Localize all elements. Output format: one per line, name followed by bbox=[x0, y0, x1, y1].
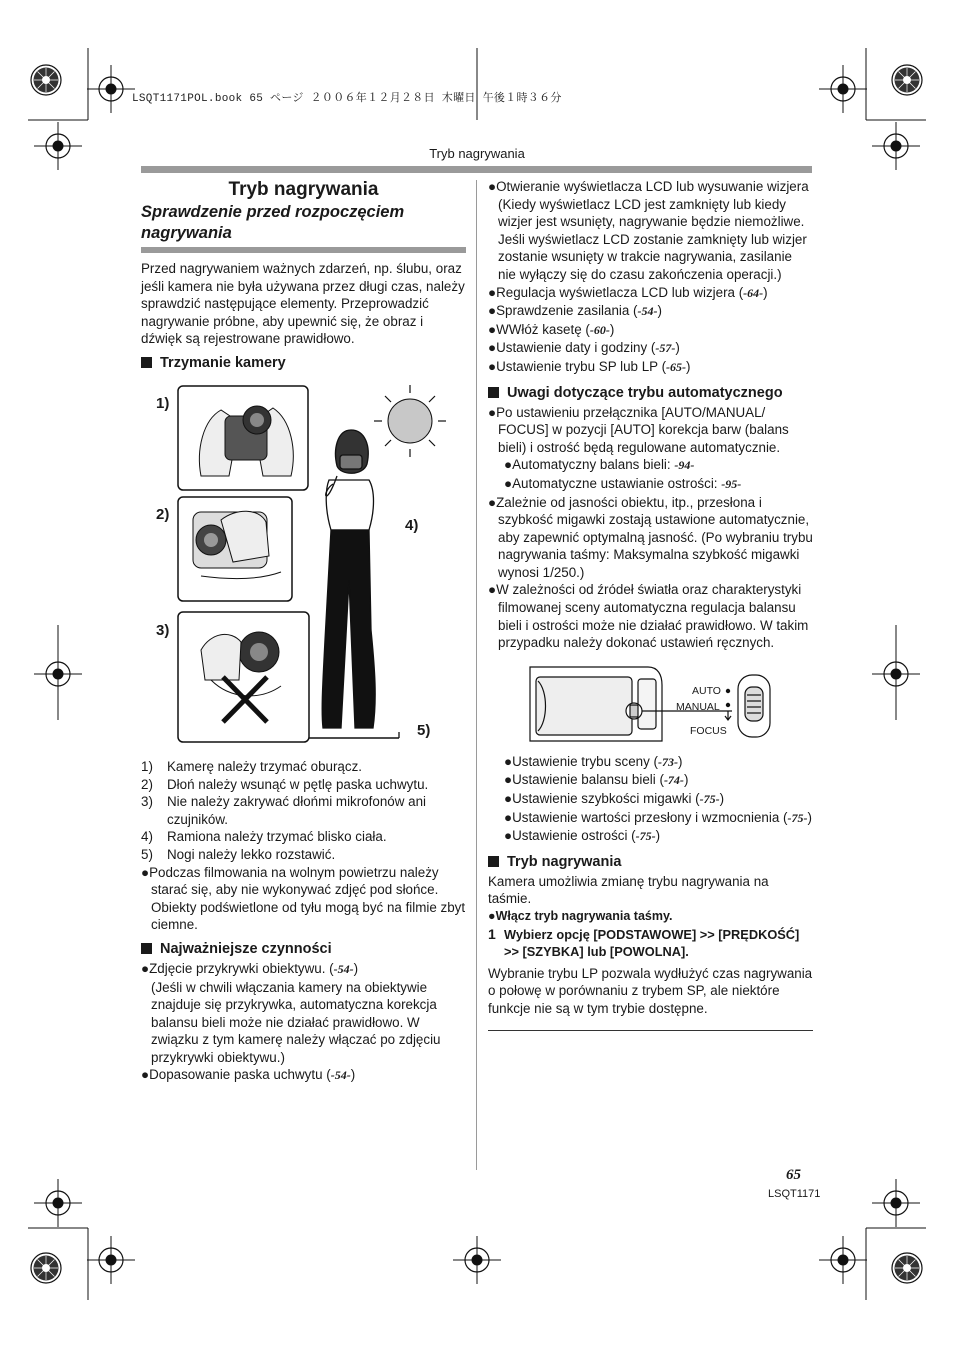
check-item: ●Sprawdzenie zasilania (-54-) bbox=[488, 303, 662, 319]
figure-label-5: 5) bbox=[417, 721, 431, 739]
heading-holding-camera: Trzymanie kamery bbox=[141, 354, 466, 372]
figure-label-3: 3) bbox=[156, 621, 170, 639]
step-text: Wybierz opcję [PODSTAWOWE] >> [PRĘDKOŚĆ] >> [SZYBKA] lub [POWOLNA]. bbox=[504, 926, 800, 960]
check-item: ●Ustawienie daty i godziny (-57-) bbox=[488, 340, 680, 356]
manual-item: ●Ustawienie szybkości migawki (-75-) bbox=[504, 791, 725, 807]
list-item: 3) Nie należy zakrywać dłońmi mikrofonów ani czujników. bbox=[141, 794, 426, 827]
section-square-icon bbox=[141, 357, 152, 368]
intro-paragraph: Przed nagrywaniem ważnych zdarzeń, np. ślubu, oraz jeśli kamera nie była używana przez długi czas, należy sprawdzić następujące elementy. Przeprowadzić nagrywanie próbne, aby upewnić się, że obraz i dźwięk są rejestrowane prawidłowo. bbox=[141, 261, 465, 347]
check-item: ●WWłóż kasetę (-60-) bbox=[488, 321, 615, 337]
auto-sub-item: ●Automatyczny balans bieli: -94- bbox=[504, 457, 695, 473]
list-item: 2) Dłoń należy wsunąć w pętlę paska uchwytu. bbox=[141, 776, 429, 792]
lens-cap-item: ●Zdjęcie przykrywki obiektywu. (-54-) bbox=[141, 960, 359, 976]
check-item: ●Ustawienie trybu SP lub LP (-65-) bbox=[488, 358, 691, 374]
auto-sub-item: ●Automatyczne ustawianie ostrości: -95- bbox=[504, 475, 742, 491]
mode-switch-figure bbox=[488, 661, 813, 753]
auto-manual-focus-switch-icon bbox=[725, 675, 770, 737]
page-title: Tryb nagrywania bbox=[228, 179, 379, 200]
mode-paragraph-1: Kamera umożliwia zmianę trybu nagrywania na taśmie. bbox=[488, 873, 769, 907]
mode-step-1 bbox=[488, 926, 813, 961]
left-column bbox=[141, 178, 466, 1085]
covered-microphone-wrong-illustration bbox=[178, 612, 309, 742]
figure-label-1: 1) bbox=[156, 394, 170, 412]
switch-label-focus: FOCUS bbox=[690, 724, 727, 737]
hand-in-grip-strap-illustration bbox=[178, 497, 292, 601]
running-header: Tryb nagrywania bbox=[429, 146, 525, 161]
right-column bbox=[488, 178, 813, 1031]
check-item: ●Regulacja wyświetlacza LCD lub wizjera (-64-) bbox=[488, 284, 768, 300]
mode-paragraph-2: Wybranie trybu LP pozwala wydłużyć czas nagrywania o połowę w porównaniu z trybem SP, ale niektóre funkcje nie są w tym trybie dostępne. bbox=[488, 965, 813, 1016]
section-subtitle: Sprawdzenie przed rozpoczęciem nagrywania bbox=[141, 202, 466, 253]
step-number: 1 bbox=[488, 925, 496, 942]
heading-auto-mode: Uwagi dotyczące trybu automatycznego bbox=[488, 384, 813, 402]
lcd-item: ●Otwieranie wyświetlacza LCD lub wysuwanie wizjera bbox=[488, 179, 809, 194]
manual-item: ●Ustawienie ostrości (-75-) bbox=[504, 828, 661, 844]
page-code: LSQT1171 bbox=[768, 1188, 821, 1200]
person-filming-illustration bbox=[309, 430, 399, 738]
figure-label-2: 2) bbox=[156, 505, 170, 523]
list-item: 4) Ramiona należy trzymać blisko ciała. bbox=[141, 829, 387, 845]
manual-item: ●Ustawienie wartości przesłony i wzmocnienia (-75-) bbox=[504, 809, 812, 825]
section-square-icon bbox=[141, 943, 152, 954]
list-item: 1) Kamerę należy trzymać oburącz. bbox=[141, 758, 362, 774]
section-square-icon bbox=[488, 387, 499, 398]
holding-figure bbox=[141, 380, 466, 758]
heading-basic-operations: Najważniejsze czynności bbox=[141, 940, 466, 958]
end-rule bbox=[488, 1030, 813, 1031]
manual-item: ●Ustawienie balansu bieli (-74-) bbox=[504, 772, 689, 788]
mode-bold-bullet: ●Włącz tryb nagrywania taśmy. bbox=[488, 909, 673, 923]
lens-cap-note: (Jeśli w chwili włączania kamery na obiektywie znajduje się przykrywka, automatyczna korekcja balansu bieli może nie działać prawidłowo. W związku z tym kamerę należy włączać po zdjęciu przykrywki obiektywu.) bbox=[151, 979, 441, 1065]
switch-label-manual: MANUAL bbox=[676, 700, 720, 713]
manual-item: ●Ustawienie trybu sceny (-73-) bbox=[504, 753, 683, 769]
header-rule bbox=[141, 166, 812, 173]
strap-item: ●Dopasowanie paska uchwytu (-54-) bbox=[141, 1067, 356, 1083]
heading-recording-mode: Tryb nagrywania bbox=[488, 853, 813, 871]
print-info-line: LSQT1171POL.book 65 ページ ２００６年１２月２８日 木曜日 午後１時３６分 bbox=[132, 93, 562, 105]
hands-holding-camera-illustration bbox=[178, 386, 308, 490]
list-item: 5) Nogi należy lekko rozstawić. bbox=[141, 846, 336, 862]
column-divider bbox=[476, 180, 477, 1170]
outdoor-note: ●Podczas filmowania na wolnym powietrzu należy starać się, aby nie wykonywać zdjęć pod słońce. Obiekty podświetlone od tyłu mogą być na filmie zbyt ciemne. bbox=[141, 864, 466, 933]
sun-icon bbox=[374, 385, 446, 457]
figure-label-4: 4) bbox=[405, 516, 419, 534]
switch-label-auto: AUTO bbox=[692, 684, 721, 697]
section-square-icon bbox=[488, 856, 499, 867]
page-number: 65 bbox=[786, 1167, 801, 1183]
auto-paragraph-3: ●W zależności od źródeł światła oraz charakterystyki filmowanej sceny automatyczna regulacja balansu bieli i ostrości może nie działać prawidłowo. W takim przypadku należy dokonać ustawień ręcznych. bbox=[488, 582, 809, 651]
lcd-note: (Kiedy wyświetlacz LCD jest zamknięty lub kiedy wizjer jest wsunięty, nagrywanie będzie niemożliwe. Jeśli wyświetlacz LCD zostanie zamknięty lub wizjer zostanie wsunięty w trakcie nagrywania, zasilanie nie wyłączy się do czasu zakończenia operacji.) bbox=[498, 196, 807, 282]
auto-paragraph-2: ●Zależnie od jasności obiektu, itp., przesłona i szybkość migawki zostają ustawione automatycznie, aby zapewnić optymalną jasność. (Po wybraniu trybu nagrywania taśmy: Maksymalna szybkość migawki wynosi 1/250.) bbox=[488, 494, 813, 580]
holding-list bbox=[141, 758, 466, 864]
auto-paragraph-1: ●Po ustawieniu przełącznika [AUTO/MANUAL/ FOCUS] w pozycji [AUTO] korekcja barw (balans bieli) i ostrość będą regulowane automatycznie. bbox=[488, 404, 789, 455]
